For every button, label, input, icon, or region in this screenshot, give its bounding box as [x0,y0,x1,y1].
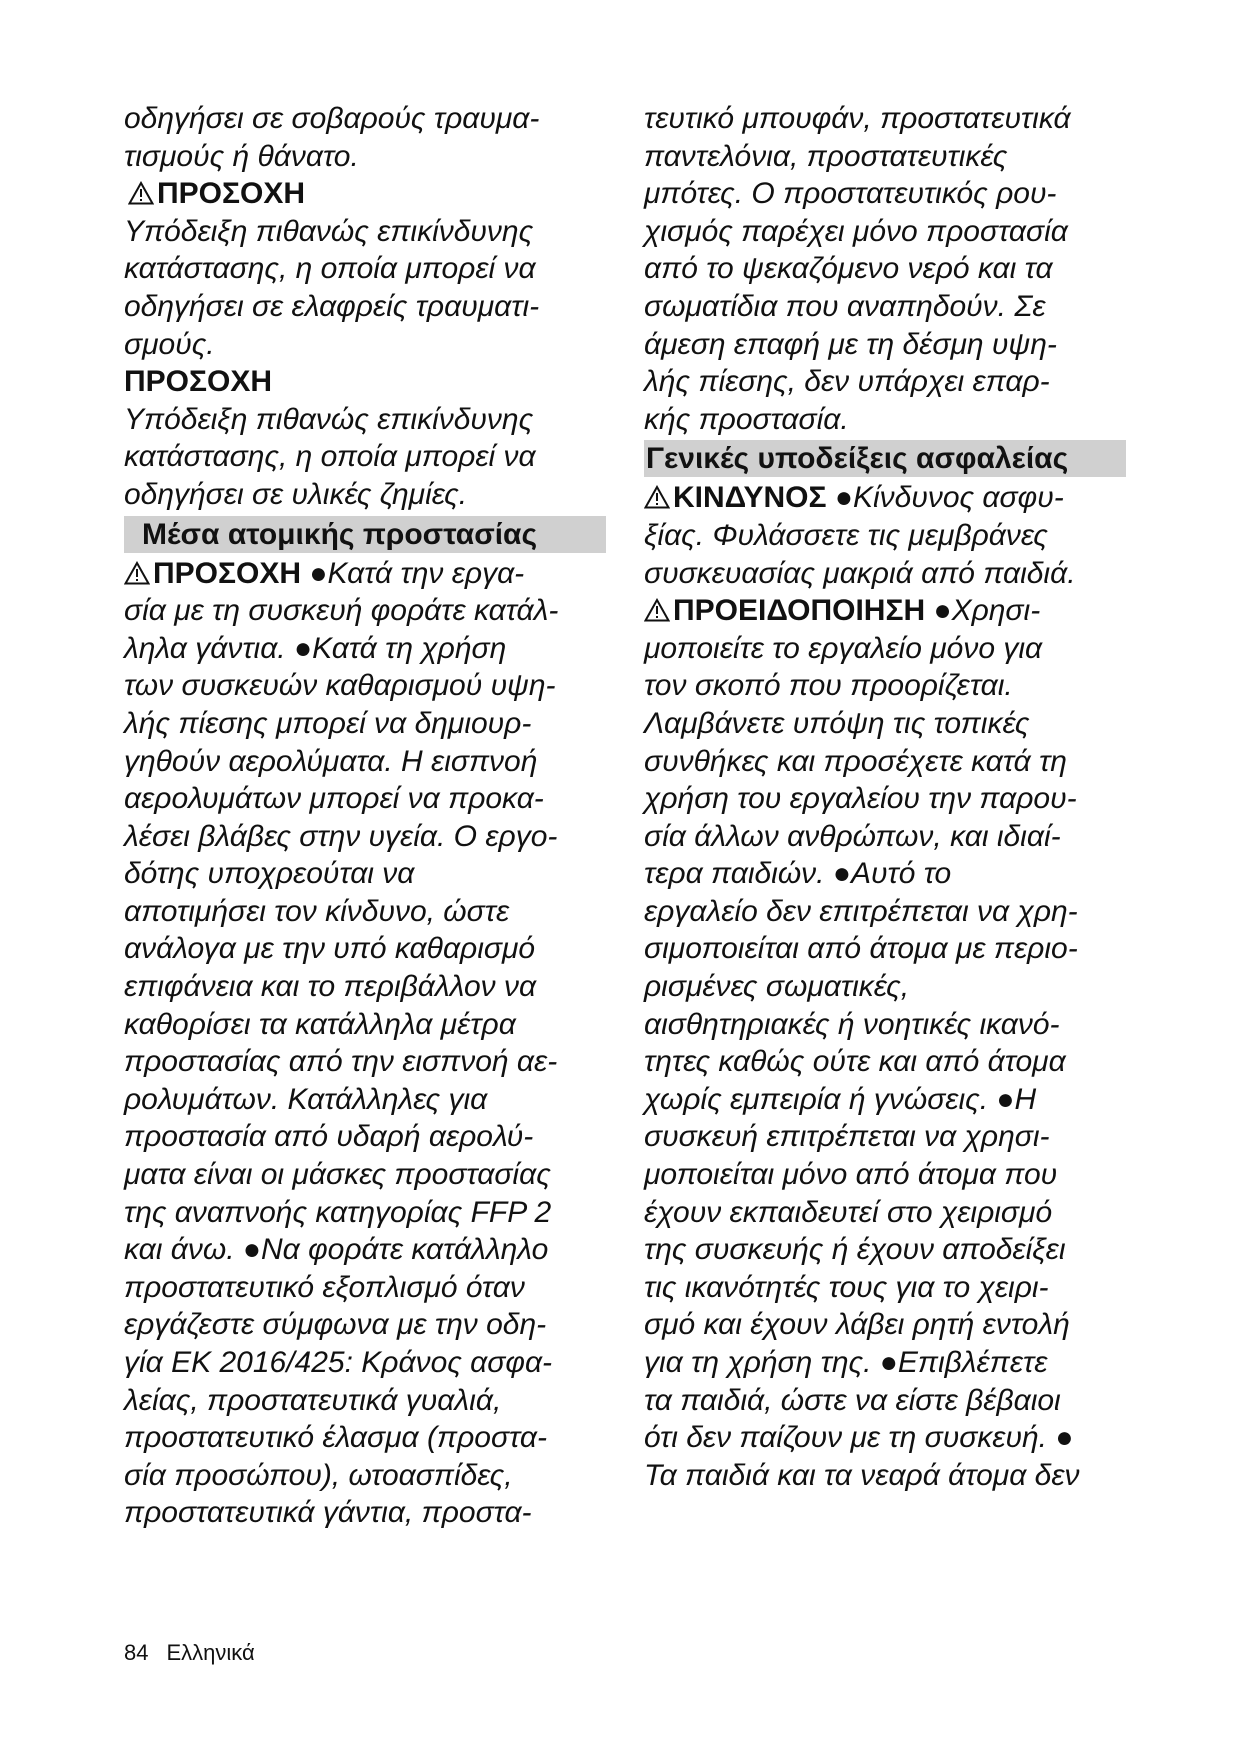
text-line: λέσει βλάβες στην υγεία. Ο εργο- [124,819,558,853]
warning-triangle-icon [644,485,670,509]
text-line: οδηγήσει σε υλικές ζημίες. [124,477,468,511]
section-title-general-safety: Γενικές υποδείξεις ασφαλείας [644,440,1126,477]
text-line: σιμοποιείται από άτομα με περιο- [644,932,1078,966]
text-line: τα παιδιά, ώστε να είστε βέβαιοι [644,1383,1061,1417]
text-line: των συσκευών καθαρισμού υψη- [124,669,556,703]
warning-triangle-icon [128,181,154,205]
text-line: συσκευασίας μακριά από παιδιά. [644,556,1076,590]
text-line: προστατευτικό εξοπλισμό όταν [124,1270,525,1304]
text-line: της αναπνοής κατηγορίας FFP 2 [124,1195,552,1229]
notice-heading: ΠΡΟΣΟΧΗ [124,365,273,399]
left-column [124,100,602,1532]
text-line: συνθήκες και προσέχετε κατά τη [644,744,1067,778]
text-line: κατάστασης, η οποία μπορεί να [124,252,536,286]
text-line: σμό και έχουν λάβει ρητή εντολή [644,1308,1070,1342]
text-line: γία ΕΚ 2016/425: Κράνος ασφα- [124,1346,553,1379]
text-line: προστασίας από την εισπνοή αε- [124,1045,558,1079]
text-line: μπότες. Ο προστατευτικός ρου- [644,177,1057,211]
text-fragment: ●Χρησι- [933,594,1041,628]
text-line: τισμούς ή θάνατο. [124,139,359,173]
caution-heading [124,175,602,213]
text-line: της συσκευής ή έχουν αποδείξει [644,1233,1066,1267]
text-line: κατάστασης, η οποία μπορεί να [124,440,536,474]
text-line: παντελόνια, προστατευτικές [644,139,1008,173]
text-line: σία άλλων ανθρώπων, και ιδιαί- [644,819,1061,853]
text-line: Υπόδειξη πιθανώς επικίνδυνης [124,214,534,248]
text-line: τευτικό μπουφάν, προστατευτικά [644,102,1071,135]
text-line: ρισμένες σωματικές, [644,970,910,1004]
text-line: ότι δεν παίζουν με τη συσκευή. ● [644,1421,1074,1455]
text-line: οδηγήσει σε σοβαρούς τραυμα- [124,102,540,135]
text-line-warning [124,555,602,593]
text-line: ξίας. Φυλάσσετε τις μεμβράνες [644,518,1048,552]
warning-triangle-icon [124,561,150,585]
text-line: Υπόδειξη πιθανώς επικίνδυνης [124,402,534,436]
caution-label: ΠΡΟΣΟΧΗ [153,556,302,590]
text-line: τον σκοπό που προορίζεται. [644,669,1013,703]
warning-label: ΠΡΟΕΙΔΟΠΟΙΗΣΗ [673,594,926,628]
text-line: προστατευτικό έλασμα (προστα- [124,1421,547,1455]
text-line: ανάλογα με την υπό καθαρισμό [124,932,536,966]
text-line: σία με τη συσκευή φοράτε κατάλ- [124,594,559,628]
text-line: συσκευή επιτρέπεται να χρησι- [644,1120,1050,1154]
text-line: έχουν εκπαιδευτεί στο χειρισμό [644,1195,1053,1229]
text-line: και άνω. ●Να φοράτε κατάλληλο [124,1233,549,1267]
page-number: 84 [124,1640,149,1665]
text-line: Τα παιδιά και τα νεαρά άτομα δεν [644,1458,1080,1492]
text-line: άμεση επαφή με τη δέσμη υψη- [644,327,1057,361]
page-footer [124,1640,273,1666]
text-fragment: ●Κατά την εργα- [309,556,525,590]
text-fragment: ●Κίνδυνος ασφυ- [834,481,1064,515]
text-line: προστατευτικά γάντια, προστα- [124,1496,532,1530]
text-line: Λαμβάνετε υπόψη τις τοπικές [644,706,1030,740]
text-line: ρολυμάτων. Κατάλληλες για [124,1082,488,1116]
language-label: Ελληνικά [166,1640,255,1665]
text-line: για τη χρήση της. ●Επιβλέπετε [644,1346,1048,1379]
text-line-warning [644,592,1126,630]
text-line: χρήση του εργαλείου την παρου- [644,782,1077,816]
text-line: λής πίεσης μπορεί να δημιουρ- [124,706,532,740]
text-line: γηθούν αερολύματα. Η εισπνοή [124,744,538,778]
text-line: καθορίσει τα κατάλληλα μέτρα [124,1007,516,1041]
text-line: λής πίεσης, δεν υπάρχει επαρ- [644,365,1050,399]
text-line: δότης υποχρεούται να [124,857,415,891]
section-title-personal-protection: Μέσα ατομικής προστασίας [124,516,606,553]
text-line: σμούς. [124,327,215,361]
text-line: τις ικανότητές τους για το χειρι- [644,1270,1049,1304]
text-line: αποτιμήσει τον κίνδυνο, ώστε [124,894,510,928]
text-line: σωματίδια που αναπηδούν. Σε [644,289,1046,323]
text-line: κής προστασία. [644,402,849,436]
text-line: από το ψεκαζόμενο νερό και τα [644,252,1053,286]
text-line: αισθητηριακές ή νοητικές ικανό- [644,1007,1060,1041]
text-line: ματα είναι οι μάσκες προστασίας [124,1158,551,1192]
caution-heading-label: ΠΡΟΣΟΧΗ [157,177,306,211]
text-line: χωρίς εμπειρία ή γνώσεις. ●Η [644,1082,1037,1116]
text-line: προστασία από υδαρή αερολύ- [124,1120,534,1154]
warning-triangle-icon [644,598,670,622]
text-line: χισμός παρέχει μόνο προστασία [644,214,1068,248]
text-line: επιφάνεια και το περιβάλλον να [124,970,537,1004]
text-line: οδηγήσει σε ελαφρείς τραυματι- [124,289,540,323]
text-line: μοποιείτε το εργαλείο μόνο για [644,631,1043,665]
text-line: αερολυμάτων μπορεί να προκα- [124,782,544,816]
text-line-danger [644,479,1126,517]
text-line: τερα παιδιών. ●Αυτό το [644,857,952,891]
text-line: σία προσώπου), ωτοασπίδες, [124,1458,513,1492]
text-line: μοποιείται μόνο από άτομα που [644,1158,1058,1192]
right-column [644,100,1126,1494]
text-line: ληλα γάντια. ●Κατά τη χρήση [124,631,507,665]
danger-label: ΚΙΝΔΥΝΟΣ [673,481,827,515]
text-line: τητες καθώς ούτε και από άτομα [644,1045,1066,1079]
text-line: εργαλείο δεν επιτρέπεται να χρη- [644,894,1078,928]
text-line: λείας, προστατευτικά γυαλιά, [124,1383,502,1417]
text-line: εργάζεστε σύμφωνα με την οδη- [124,1308,547,1342]
